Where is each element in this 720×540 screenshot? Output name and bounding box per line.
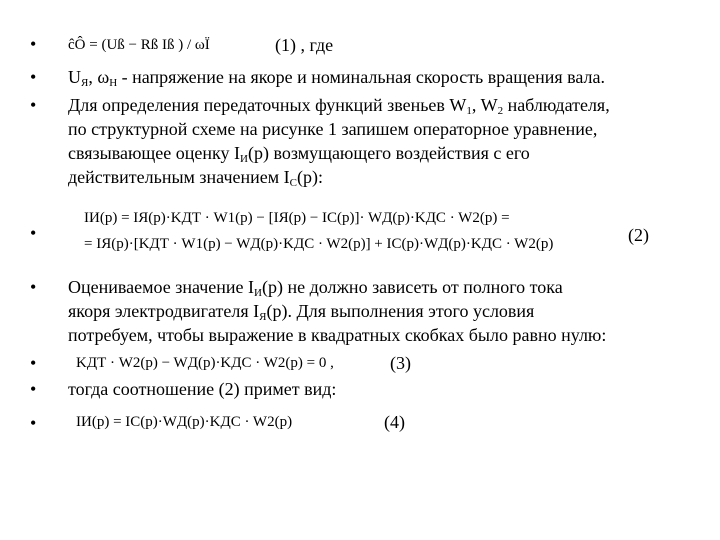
paragraph-transfer-functions-line3: связывающее оценку $I_И(р)$ возмущающего воздействия с его (68, 143, 530, 165)
paragraph-estimate-line2: якоря электродвигателя $I_Я(р)$. Для выполнения этого условия (68, 301, 535, 323)
paragraph-estimate-line1: Оцениваемое значение $I_И(р)$ не должно зависеть от полного тока (68, 277, 563, 299)
bullet: • (30, 95, 37, 115)
formula-4: IИ(p) = IC(p)·WД(p)·KДC · W2(p) (76, 414, 293, 430)
paragraph-then: тогда соотношение (2) примет вид: (68, 379, 337, 399)
bullet: • (30, 277, 37, 297)
paragraph-transfer-functions-line4: действительным значением $I_С(р)$: (68, 167, 323, 189)
formula-4-tag: (4) (384, 412, 405, 432)
paragraph-estimate-line3: потребуем, чтобы выражение в квадратных скобках было равно нулю: (68, 325, 607, 345)
formula-2-row1: IИ(p) = IЯ(p)·KДТ · W1(p) − [IЯ(p) − IC(p)]· WД(p)·KДC · W2(p) = (84, 210, 510, 226)
formula-3-tag: (3) (390, 353, 411, 373)
formula-2-tag: (2) (628, 225, 649, 245)
bullet: • (30, 223, 37, 243)
formula-3: KДТ · W2(p) − WД(p)·KДC · W2(p) = 0 , (76, 355, 334, 371)
paragraph-transfer-functions-line1: Для определения передаточных функций звеньев $W_1$, $W_2$ наблюдателя, (68, 95, 610, 117)
formula-2-row2: = IЯ(p)·[KДТ · W1(p) − WД(p)·KДC · W2(p)] + IC(p)·WД(p)·KДC · W2(p) (84, 236, 554, 252)
bullet: • (30, 379, 37, 399)
formula-1-tag: (1) , где (275, 35, 334, 55)
formula-1: ĉÔ = (Uß − Rß Iß ) / ωÏ (68, 37, 210, 53)
bullet: • (30, 353, 37, 373)
bullet: • (30, 413, 37, 433)
bullet: • (30, 34, 37, 54)
paragraph-transfer-functions-line2: по структурной схеме на рисунке 1 запишем операторное уравнение, (68, 119, 598, 139)
paragraph-voltage-speed: $U_Я$, $\omega_Н$ - напряжение на якоре и номинальная скорость вращения вала. (68, 67, 606, 89)
bullet: • (30, 67, 37, 87)
